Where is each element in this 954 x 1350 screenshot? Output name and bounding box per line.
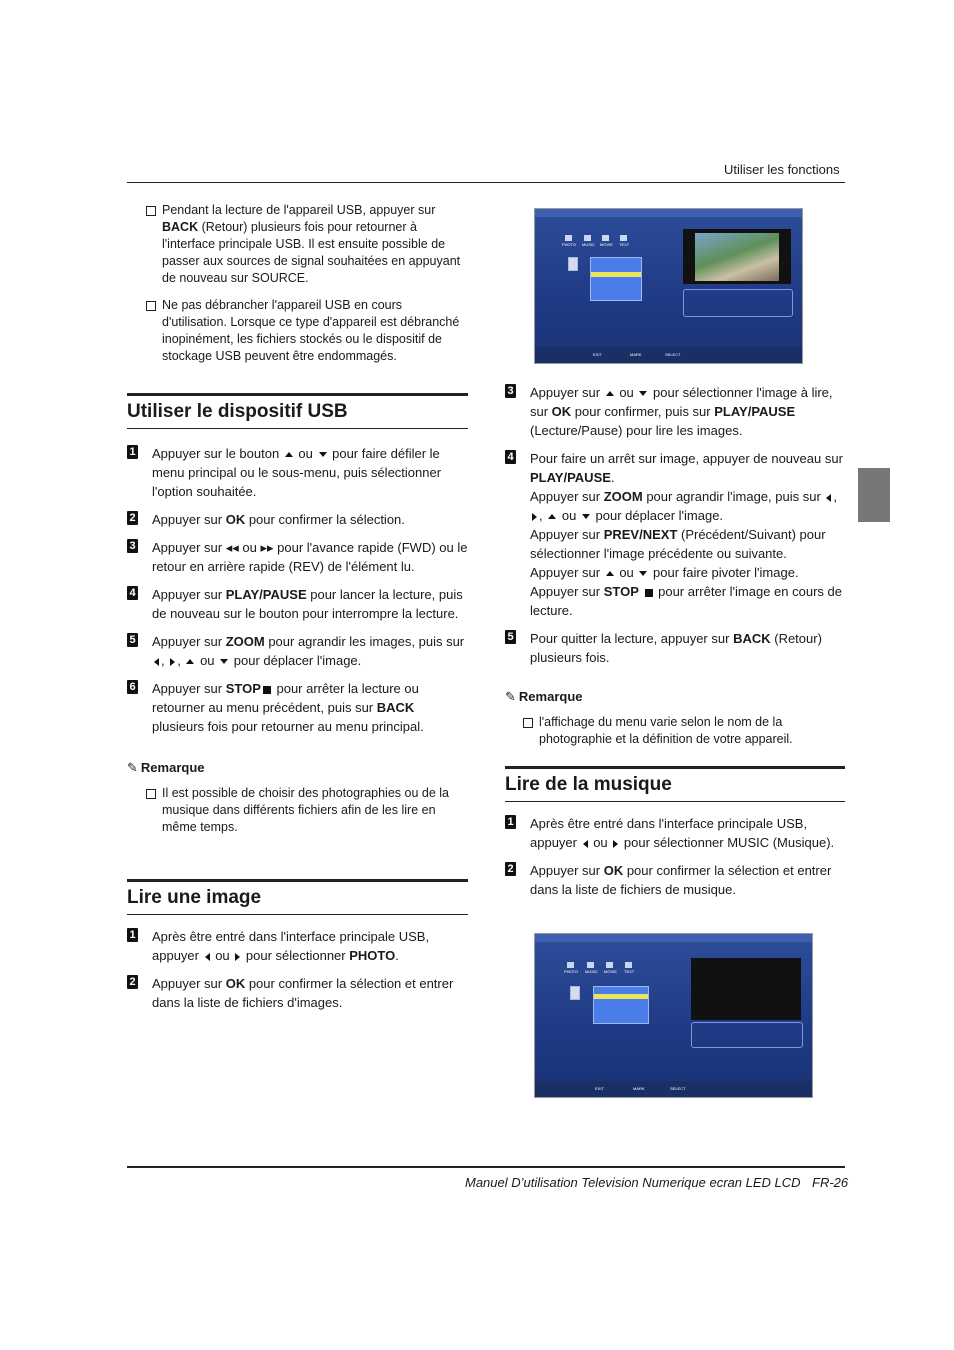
step-item: 2 Appuyer sur OK pour confirmer la sélection.: [127, 510, 468, 529]
step-text: Après être entré dans l'interface principale USB, appuyer ou pour sélectionner MUSIC (Musique).: [530, 816, 835, 850]
bold-term: PLAY/PAUSE: [225, 587, 307, 602]
step-text: Appuyer sur OK pour confirmer la sélection.: [152, 512, 405, 527]
note-label: Remarque: [518, 689, 583, 704]
screen-mark: MARK: [633, 1086, 645, 1091]
bold-term: ZOOM: [225, 634, 265, 649]
screen-exit: EXIT: [593, 352, 602, 357]
down-arrow-icon: [319, 452, 327, 457]
note-item: [143, 785, 468, 836]
bold-term: OK: [551, 404, 572, 419]
step-text: Appuyer sur OK pour confirmer la sélection et entrer dans la liste de fichiers d'images.: [152, 976, 454, 1010]
step-item: 1 Appuyer sur le bouton ou pour faire défiler le menu principal ou le sous-menu, puis sélectionner l'option souhaitée.: [127, 444, 468, 501]
bold-term: BACK: [733, 631, 771, 646]
bold-term: OK: [225, 976, 246, 991]
screen-menu-music: MUSIC: [585, 969, 598, 974]
step-item: 3 Appuyer sur ou pour sélectionner l'image à lire, sur OK pour confirmer, puis sur PLAY/PAUSE (Lecture/Pause) pour lire les images.: [505, 383, 845, 440]
down-arrow-icon: [639, 391, 647, 396]
step-text: Appuyer sur PLAY/PAUSE pour lancer la lecture, puis de nouveau sur le bouton pour interrompre la lecture.: [152, 587, 463, 621]
bold-term: STOP: [603, 584, 639, 599]
usb-steps: [127, 444, 468, 736]
screen-menu-movie: MOVIE: [600, 242, 613, 247]
screen-mark: MARK: [630, 352, 642, 357]
step-text: Appuyer sur STOP pour arrêter la lecture ou retourner au menu précédent, puis sur BACK plusieurs fois pour retourner au menu principal.: [152, 681, 424, 734]
left-arrow-icon: [583, 840, 588, 848]
left-arrow-icon: [205, 953, 210, 961]
left-arrow-icon: [826, 494, 831, 502]
right-arrow-icon: [532, 513, 537, 521]
screen-menu-photo: PHOTO: [562, 242, 577, 247]
screen-menu-text: TEXT: [624, 969, 635, 974]
bold-term: BACK: [376, 700, 415, 715]
bold-term: STOP: [225, 681, 261, 696]
step-text: Appuyer sur le bouton ou pour faire défiler le menu principal ou le sous-menu, puis sélectionner l'option souhaitée.: [152, 446, 442, 499]
photo-screenshot: [534, 208, 803, 364]
up-arrow-icon: [606, 391, 614, 396]
bold-term: PREV/NEXT: [603, 527, 678, 542]
bold-term: PLAY/PAUSE: [530, 470, 611, 485]
bullet-item: [143, 297, 469, 365]
step-item: 4 Pour faire un arrêt sur image, appuyer de nouveau sur PLAY/PAUSE. Appuyer sur ZOOM pour agrandir l'image, puis sur , , ou pour déplacer l'image. Appuyer sur PREV/NEXT (Précédent/Suivant) pour sélectionner l'image précédente ou suivante. Appuyer sur ou pour faire pivoter l'image. Appuyer sur STOP pour arrêter l'image en cours de lecture.: [505, 449, 845, 620]
footer-manual: Manuel D’utilisation Television Numerique ecran LED LCD: [465, 1175, 801, 1190]
step-item: 5 Appuyer sur ZOOM pour agrandir les images, puis sur , , ou pour déplacer l'image.: [127, 632, 468, 670]
step-item: 1 Après être entré dans l'interface principale USB, appuyer ou pour sélectionner MUSIC (Musique).: [505, 814, 845, 852]
pencil-icon: ✎: [505, 689, 516, 704]
section-title-usb: Utiliser le dispositif USB: [127, 393, 468, 429]
up-arrow-icon: [606, 571, 614, 576]
step-text: Appuyer sur ZOOM pour agrandir les images, puis sur , , ou pour déplacer l'image.: [152, 634, 465, 668]
skip-icon: ▸▸: [260, 540, 274, 555]
section-image: [127, 879, 468, 1012]
music-screenshot: [534, 933, 813, 1098]
section-title-music: Lire de la musique: [505, 766, 845, 802]
right-arrow-icon: [170, 658, 175, 666]
screen-select: SELECT: [670, 1086, 686, 1091]
bold-term: OK: [603, 863, 624, 878]
step-item: 2 Appuyer sur OK pour confirmer la sélection et entrer dans la liste de fichiers d'images.: [127, 974, 468, 1012]
bold-term: OK: [225, 512, 246, 527]
bold-term: PHOTO: [349, 948, 396, 963]
up-arrow-icon: [186, 659, 194, 664]
bold-term: ZOOM: [603, 489, 643, 504]
stop-square-icon: [645, 589, 653, 597]
up-arrow-icon: [285, 452, 293, 457]
note-label: Remarque: [140, 760, 205, 775]
step-text: Appuyer sur OK pour confirmer la sélection et entrer dans la liste de fichiers de musique.: [530, 863, 832, 897]
note-heading: [127, 758, 468, 777]
skip-icon: ◂◂: [225, 540, 239, 555]
note-item: [520, 714, 845, 748]
right-image-steps: [505, 383, 845, 748]
up-arrow-icon: [548, 514, 556, 519]
header-rule: [127, 182, 845, 183]
right-arrow-icon: [613, 840, 618, 848]
image-steps: [127, 927, 468, 1012]
running-header: Utiliser les fonctions: [724, 162, 840, 177]
music-steps: [505, 814, 845, 899]
down-arrow-icon: [220, 659, 228, 664]
step-item: 3 Appuyer sur ◂◂ ou ▸▸ pour l'avance rapide (FWD) ou le retour en arrière rapide (REV) de l'élément lu.: [127, 538, 468, 576]
down-arrow-icon: [582, 514, 590, 519]
note-text: l'affichage du menu varie selon le nom de la photographie et la définition de votre appareil.: [539, 715, 793, 746]
stop-square-icon: [263, 686, 271, 694]
step-item: 2 Appuyer sur OK pour confirmer la sélection et entrer dans la liste de fichiers de musique.: [505, 861, 845, 899]
step-text: Après être entré dans l'interface principale USB, appuyer ou pour sélectionner PHOTO.: [152, 929, 430, 963]
right-arrow-icon: [235, 953, 240, 961]
pencil-icon: ✎: [127, 760, 138, 775]
down-arrow-icon: [639, 571, 647, 576]
screen-menu-music: MUSIC: [582, 242, 595, 247]
step-text: Pour faire un arrêt sur image, appuyer de nouveau sur PLAY/PAUSE. Appuyer sur ZOOM pour agrandir l'image, puis sur , , ou pour déplacer l'image. Appuyer sur PREV/NEXT (Précédent/Suivant) pour sélectionner l'image précédente ou suivante. Appuyer sur ou pour faire pivoter l'image. Appuyer sur STOP pour arrêter l'image en cours de lecture.: [530, 451, 843, 618]
step-text: Ne pas débrancher l'appareil USB en cours d'utilisation. Lorsque ce type d'appareil est débranché inopinément, les fichiers stockés ou le dispositif de stockage USB peuvent être endommagés.: [162, 298, 460, 363]
section-usb: [127, 393, 468, 836]
chapter-tab: [858, 468, 890, 522]
screen-menu-photo: PHOTO: [564, 969, 579, 974]
bold-term: PLAY/PAUSE: [714, 404, 796, 419]
screen-select: SELECT: [665, 352, 681, 357]
note-heading: [505, 687, 845, 706]
bold-term: BACK: [162, 220, 199, 234]
step-item: 5 Pour quitter la lecture, appuyer sur BACK (Retour) plusieurs fois.: [505, 629, 845, 667]
note-text: Il est possible de choisir des photographies ou de la musique dans différents fichiers afin de les lire en même temps.: [162, 786, 449, 834]
step-item: 1 Après être entré dans l'interface principale USB, appuyer ou pour sélectionner PHOTO.: [127, 927, 468, 965]
left-arrow-icon: [154, 658, 159, 666]
section-title-image: Lire une image: [127, 879, 468, 915]
step-text: Appuyer sur ou pour sélectionner l'image à lire, sur OK pour confirmer, puis sur PLAY/PAUSE (Lecture/Pause) pour lire les images.: [530, 385, 833, 438]
footer-rule: [127, 1166, 845, 1168]
step-item: 6 Appuyer sur STOP pour arrêter la lecture ou retourner au menu précédent, puis sur BACK plusieurs fois pour retourner au menu principal.: [127, 679, 468, 736]
step-text: Pour quitter la lecture, appuyer sur BACK (Retour) plusieurs fois.: [530, 631, 822, 665]
screen-menu-movie: MOVIE: [604, 969, 617, 974]
step-text: Pendant la lecture de l'appareil USB, appuyer sur BACK (Retour) plusieurs fois pour retourner à l'interface principale USB. Il est ensuite possible de passer aux sources de signal souhaitées en appuyant de nouveau sur SOURCE.: [162, 203, 461, 285]
screen-exit: EXIT: [595, 1086, 604, 1091]
step-item: 4 Appuyer sur PLAY/PAUSE pour lancer la lecture, puis de nouveau sur le bouton pour interrompre la lecture.: [127, 585, 468, 623]
footer-page-number: FR-26: [812, 1175, 849, 1190]
step-text: Appuyer sur ◂◂ ou ▸▸ pour l'avance rapide (FWD) ou le retour en arrière rapide (REV) de l'élément lu.: [152, 540, 468, 574]
screen-menu-text: TEXT: [619, 242, 630, 247]
section-music: [505, 766, 845, 899]
bullet-item: [143, 202, 469, 287]
left-top-bullets: [143, 202, 469, 365]
